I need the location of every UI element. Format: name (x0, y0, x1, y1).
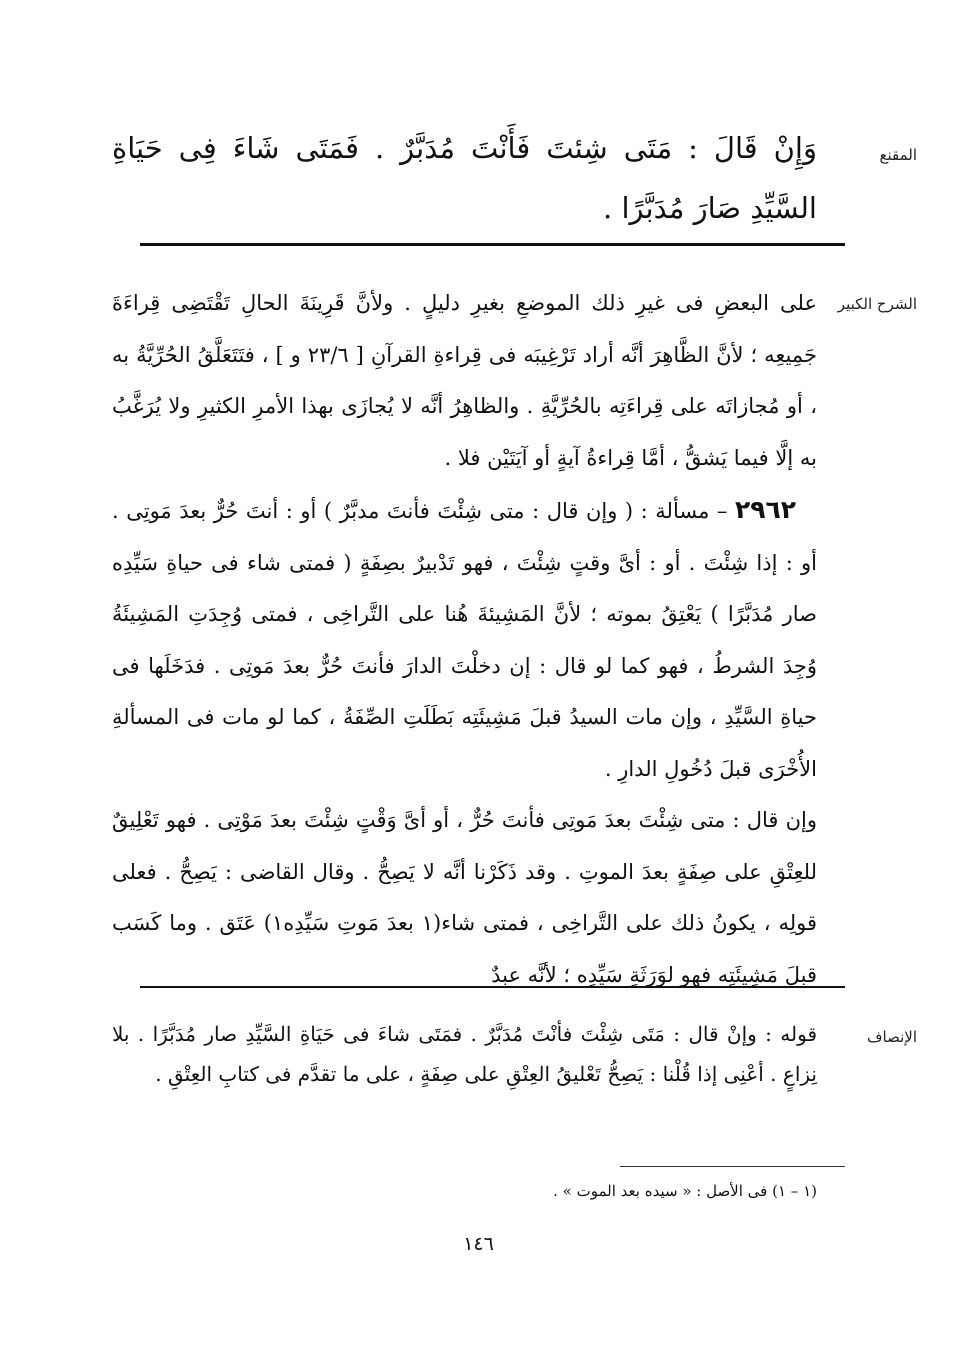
label-sharh: الشرح الكبير (837, 295, 917, 313)
label-insaf: الإنصاف (866, 1028, 917, 1046)
sharh-paragraph-2 (112, 484, 817, 795)
sharh-text (112, 278, 817, 1001)
muqni-text: وَإِنْ قَالَ : مَتَى شِئتَ فَأَنْتَ مُدَبَّرٌ . فَمَتَى شَاءَ فِى حَيَاةِ السَّيِّدِ صَارَ مُدَبَّرًا . (112, 131, 817, 225)
sharh-paragraph-3: وإن قال : متى شِئْتَ بعدَ مَوتِى فأنتَ حُرٌّ ، أو أىَّ وَقْتٍ شِئْتَ بعدَ مَوْتِى . فهو تَعْلِيقٌ للعِتْقِ على صِفَةٍ بعدَ الموتِ . وقد ذَكَرْنا أنَّه لا يَصِحُّ . وقال القاضى : يَصِحُّ . فعلى قولِه ، يكونُ ذلك على التَّراخِى ، فمتى شاء(١ بعدَ مَوتِ سَيِّدِه١) عَتَق . وما كَسَب قبلَ مَشِيئَتِه فهو لوَرَثَةِ سَيِّدِه ؛ لأنَّه عبدٌ (112, 808, 818, 987)
footnote: (١ – ١) فى الأصل : « سيده بعد الموت » . (553, 1182, 817, 1200)
footnote-divider (620, 1166, 845, 1167)
page-number: ١٤٦ (463, 1233, 494, 1255)
masala-text: – مسألة : ( وإن قال : متى شِئْتَ فأنتَ مدبَّرٌ ) أو : أنتَ حُرٌّ بعدَ مَوتِى . أو : إذا شِئْتَ . أو : أىَّ وقتٍ شِئْتَ ، فهو تَدْبيرٌ بصِفَةٍ ( فمتى شاء فى حياةِ سَيِّدِه صار مُدَبَّرًا ) يَعْتِقُ بموته ؛ لأنَّ المَشِيئةَ هُنا على التَّراخِى ، فمتى وُجِدَتِ المَشِيئَةُ وُجِدَ الشرطُ ، فهو كما لو قال : إن دخلْتَ الدارَ فأنتَ حُرٌّ بعدَ مَوتِى . فدَخَلَها فى حياةِ السَّيِّدِ ، وإن مات السيدُ قبلَ مَشِيئَتِه بَطَلَتِ الصِّفَةُ ، كما لو مات فى المسألةِ الأُخْرَى قبلَ دُخُولِ الدارِ . (112, 499, 817, 781)
masala-number: ٢٩٦٢ (734, 495, 796, 524)
sharh-paragraph-1: على البعضِ فى غيرِ ذلك الموضعِ بغيرِ دليلٍ . ولأنَّ قَرِينَةَ الحالِ تَقْتَضِى قِراءَةَ جَمِيعِه ؛ لأنَّ الظَّاهِرَ أنَّه أراد تَرْغِيبَه فى قِراءةِ القرآنِ [ ٢٣/٦ و ] ، فتَتَعَلَّقُ الحُرِّيَّةُ به ، أو مُجازاتَه على قِراءَتِه بالحُرِّيَّةِ . والظاهِرُ أنَّه لا يُجازَى بهذا الأمرِ الكثيرِ ولا يُرَغَّبُ به إلَّا فيما يَشقُّ ، أمَّا قِراءةُ آيةٍ أو آيَتَيْن فلا . (112, 291, 817, 470)
section-divider-thin (140, 986, 845, 988)
label-muqni: المقنع (879, 146, 917, 164)
insaf-text: قوله : وإنْ قال : مَتَى شِئْتَ فأنْتَ مُدَبَّرٌ . فمَتَى شاءَ فى حَيَاةِ السَّيِّدِ صار مُدَبَّرًا . بلا نِزاعٍ . أعْنِى إذا قُلْنا : يَصِحُّ تَعْليقُ العِتْقِ على صِفَةٍ ، على ما تقدَّم فى كتابِ العِتْقِ . (112, 1022, 817, 1086)
section-divider-thick (140, 243, 845, 246)
